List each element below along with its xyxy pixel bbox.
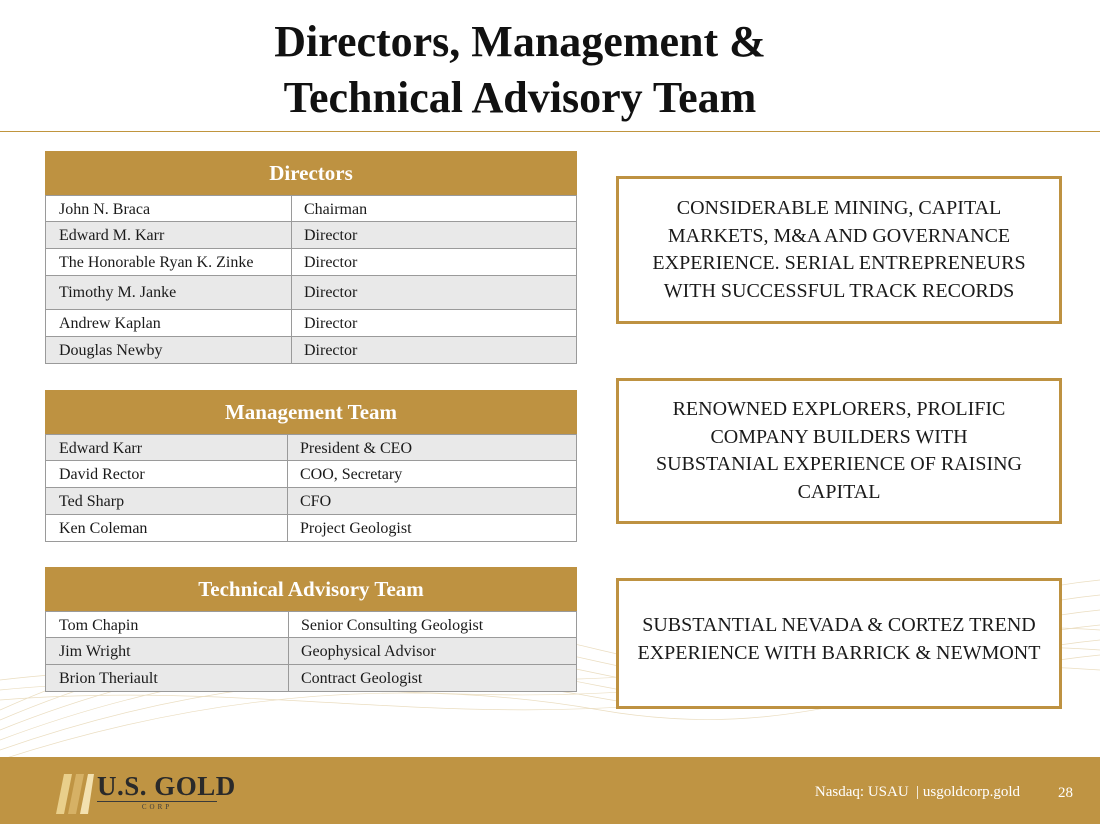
page-number: 28 [1058, 785, 1073, 801]
footer-bar [0, 757, 1100, 824]
director-name: Edward M. Karr [46, 222, 292, 248]
callout-box-2 [616, 378, 1062, 524]
director-name: The Honorable Ryan K. Zinke [46, 249, 292, 275]
director-role: Director [304, 254, 358, 271]
director-role: Chairman [304, 201, 368, 218]
director-role: Director [304, 227, 358, 244]
director-name: Timothy M. Janke [46, 276, 292, 309]
slide-title-line-2: Technical Advisory Team [283, 73, 757, 122]
director-name: John N. Braca [46, 196, 292, 221]
director-name: Douglas Newby [46, 337, 292, 363]
manager-name: Ted Sharp [46, 488, 288, 514]
technical-advisory-table [45, 567, 577, 692]
director-role: Director [304, 315, 358, 332]
manager-name: Ken Coleman [46, 515, 288, 541]
gold-bars-logo-icon [52, 770, 94, 814]
advisor-name: Brion Theriault [46, 665, 289, 691]
director-name: Andrew Kaplan [46, 310, 292, 336]
directors-table [45, 151, 577, 364]
manager-name: Edward Karr [46, 435, 288, 460]
table-row [45, 488, 577, 515]
company-logo-text: U.S. GOLD [97, 771, 236, 801]
slide-title [0, 14, 1040, 126]
advisor-role: Senior Consulting Geologist [301, 617, 484, 634]
table-row [45, 461, 577, 488]
table-row [45, 310, 577, 337]
directors-header: Directors [45, 151, 577, 195]
manager-role: COO, Secretary [300, 466, 403, 483]
manager-role: Project Geologist [300, 520, 412, 537]
table-row [45, 638, 577, 665]
company-logo-subtext: CORP [97, 801, 217, 811]
footer-info: Nasdaq: USAU | usgoldcorp.gold [814, 784, 1020, 800]
table-row [45, 665, 577, 692]
manager-role: CFO [300, 493, 332, 510]
technical-advisory-header: Technical Advisory Team [45, 567, 577, 611]
advisor-name: Jim Wright [46, 638, 289, 664]
management-table [45, 390, 577, 542]
title-divider [0, 131, 1100, 132]
table-row [45, 249, 577, 276]
table-row [45, 337, 577, 364]
management-header: Management Team [45, 390, 577, 434]
callout-text-1: CONSIDERABLE MINING, CAPITAL MARKETS, M&A AND GOVERNANCE EXPERIENCE. SERIAL ENTREPRENEURS WITH SUCCESSFUL TRACK RECORDS [652, 197, 1026, 302]
manager-role: President & CEO [300, 440, 412, 457]
table-row [45, 515, 577, 542]
manager-name: David Rector [46, 461, 288, 487]
callout-text-3: SUBSTANTIAL NEVADA & CORTEZ TREND EXPERIENCE WITH BARRICK & NEWMONT [637, 614, 1041, 664]
table-row [45, 611, 577, 638]
callout-box-3 [616, 578, 1062, 709]
advisor-role: Geophysical Advisor [301, 643, 436, 660]
slide-title-line-1: Directors, Management & [274, 17, 766, 66]
advisor-role: Contract Geologist [301, 670, 423, 687]
callout-text-2: RENOWNED EXPLORERS, PROLIFIC COMPANY BUILDERS WITH SUBSTANIAL EXPERIENCE OF RAISING CAPITAL [655, 398, 1022, 503]
table-row [45, 195, 577, 222]
table-row [45, 222, 577, 249]
advisor-name: Tom Chapin [46, 612, 289, 637]
callout-box-1 [616, 176, 1062, 324]
director-role: Director [304, 284, 358, 301]
director-role: Director [304, 342, 358, 359]
table-row [45, 434, 577, 461]
table-row [45, 276, 577, 310]
